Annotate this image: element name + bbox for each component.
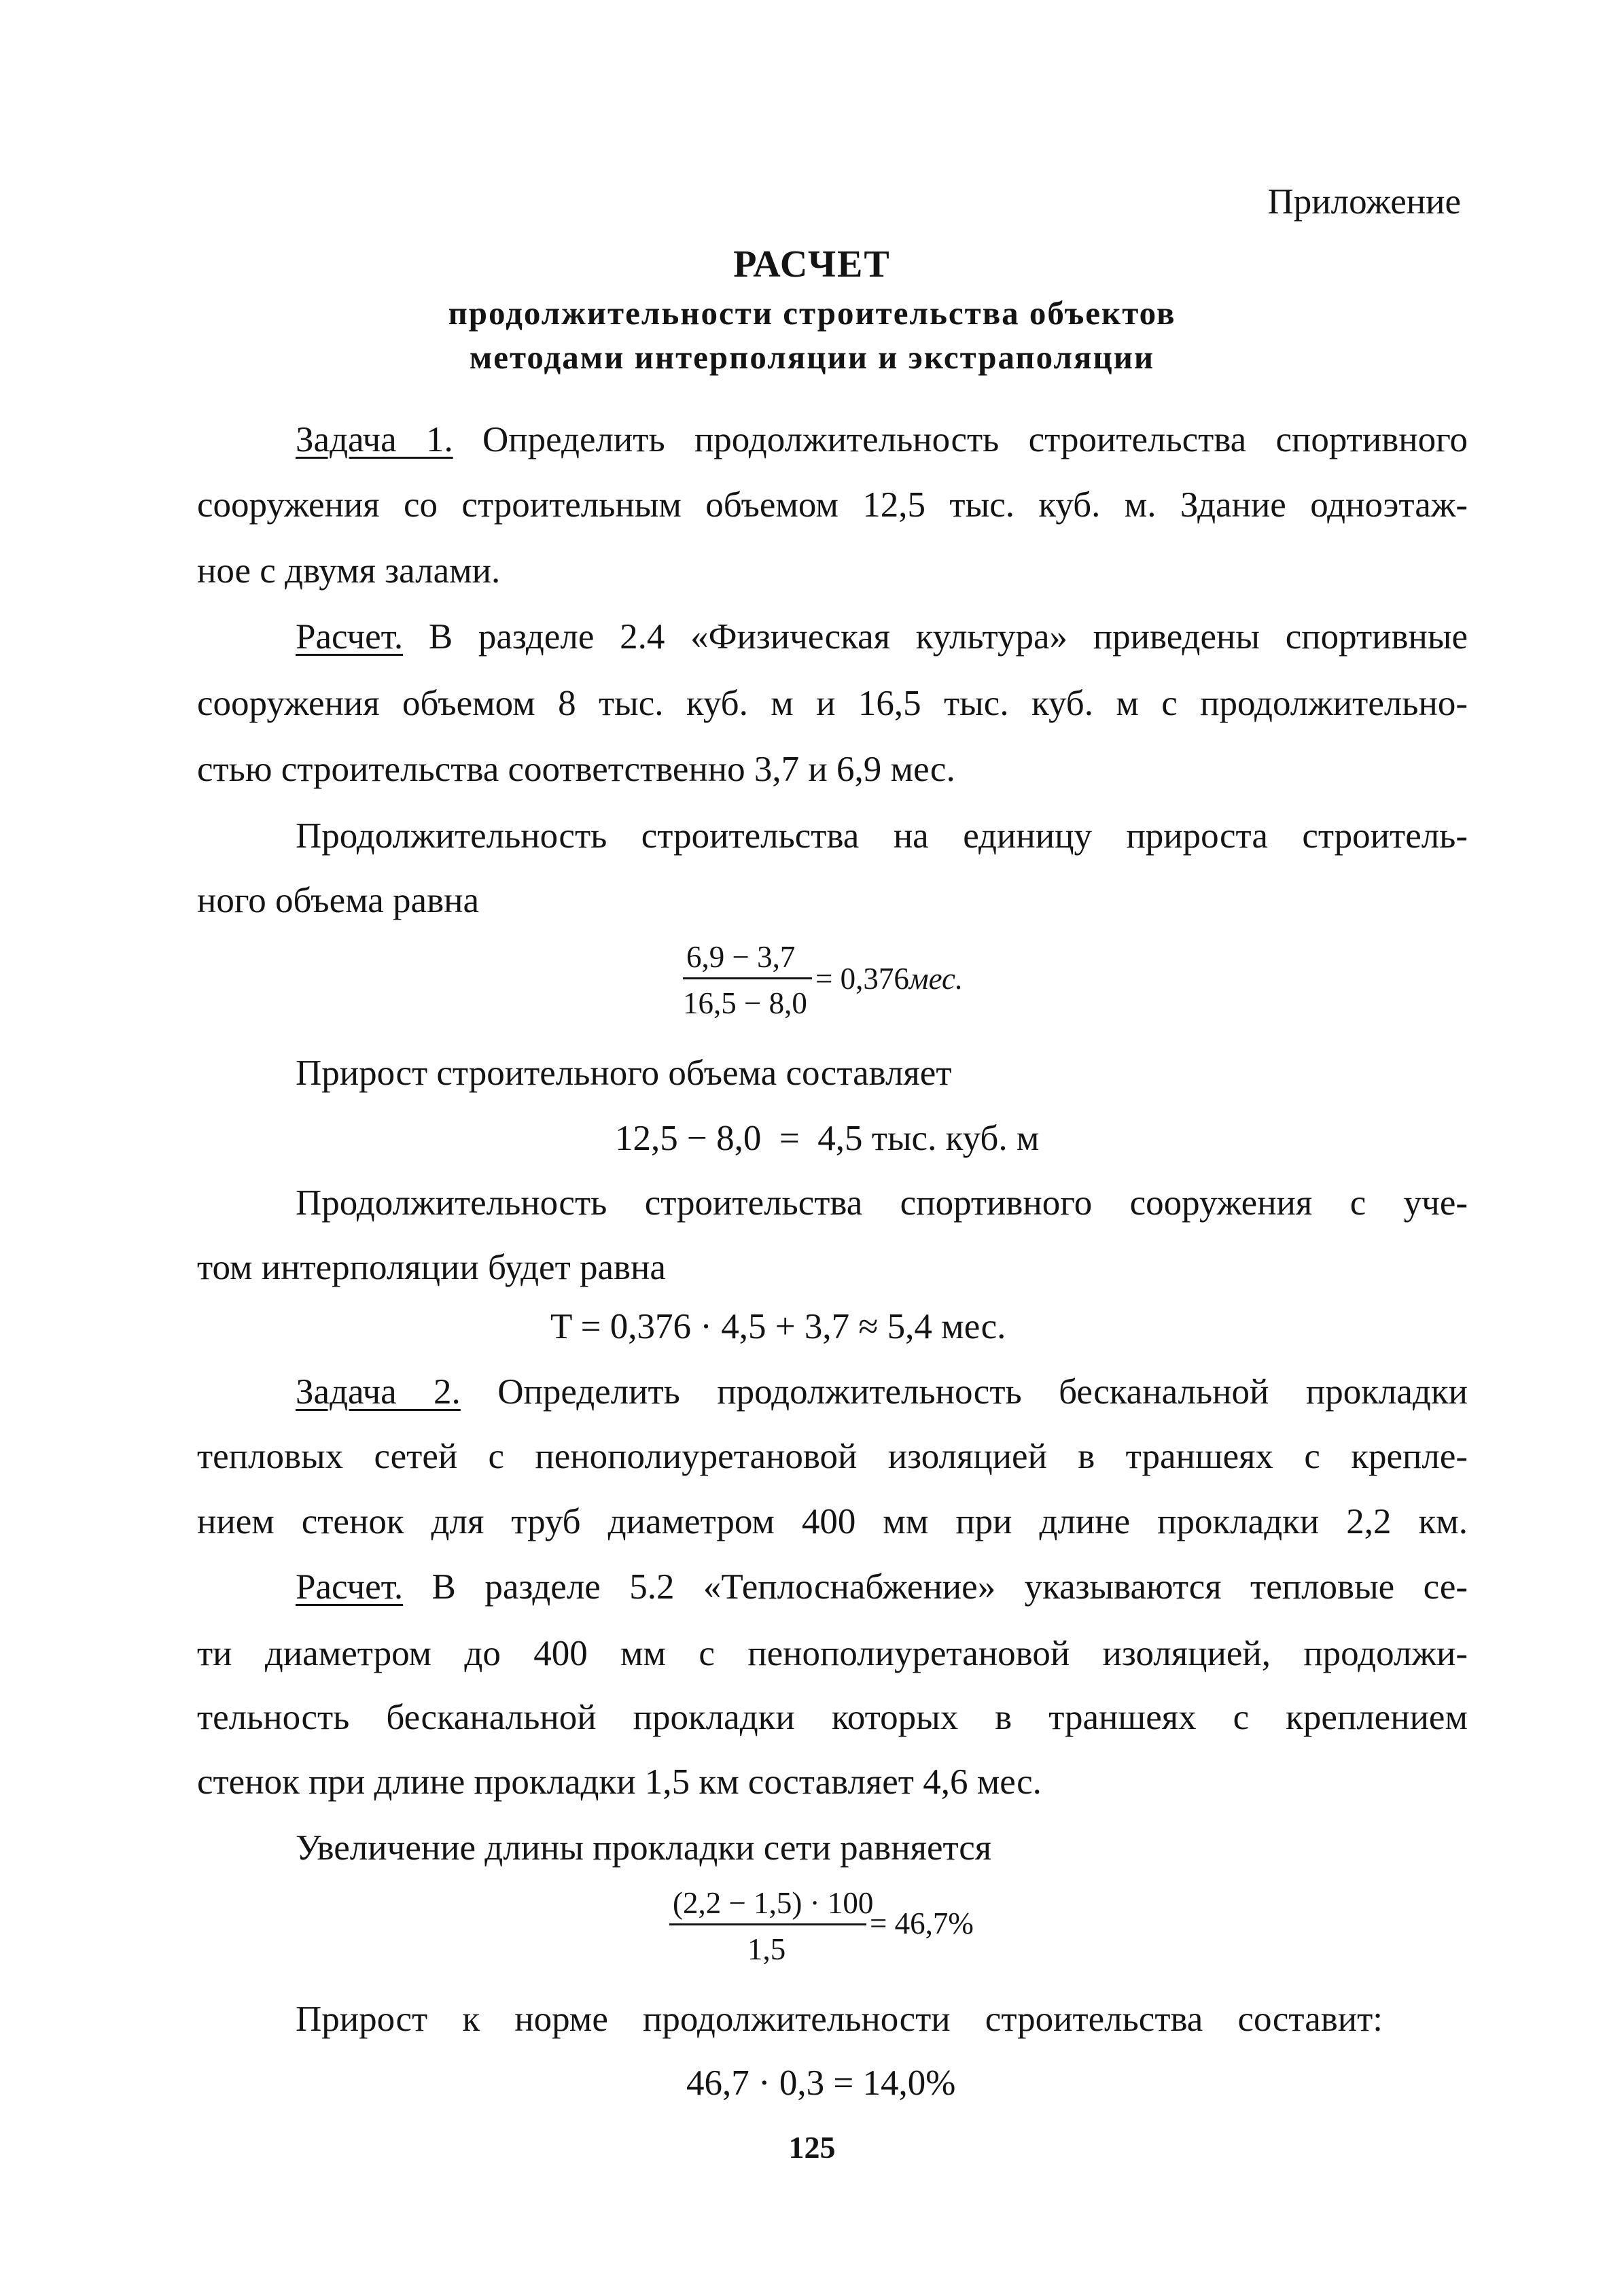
task1-calc-label: Расчет.: [296, 617, 404, 657]
task2-label: Задача 2.: [296, 1372, 461, 1412]
page-title: РАСЧЕТ: [733, 243, 891, 285]
task1-label: Задача 1.: [296, 420, 453, 459]
formula1-numerator: 6,9 − 3,7: [686, 940, 796, 974]
task1-duration-line-1: Продолжительность строительства спортивного сооружения с уче-: [296, 1183, 1468, 1223]
formula1-result-unit: мес.: [908, 962, 964, 996]
task1-unit-line-1: Продолжительность строительства на единицу прироста строитель-: [296, 816, 1468, 856]
task1-calc-line-3: стью строительства соответственно 3,7 и 6,9 мес.: [197, 750, 955, 789]
task1-text-line-3: ное с двумя залами.: [197, 551, 501, 591]
task2-text-line-3: нием стенок для труб диаметром 400 мм при длине прокладки 2,2 км.: [197, 1502, 1468, 1541]
formula5: 46,7 · 0,3 = 14,0%: [686, 2063, 956, 2103]
task2-calc-line-2: ти диаметром до 400 мм с пенополиуретановой изоляцией, продолжи-: [197, 1634, 1468, 1673]
task2-text-line-2: тепловых сетей с пенополиуретановой изоляцией в траншеях с крепле-: [197, 1437, 1468, 1476]
task1-calc-line-1: [296, 613, 1468, 661]
task2-calc-label: Расчет.: [296, 1567, 404, 1607]
formula4-result: = 46,7%: [870, 1906, 974, 1940]
page-number: 125: [788, 2130, 836, 2165]
task2-increase-line: Увеличение длины прокладки сети равняется: [296, 1828, 992, 1868]
task1-calc-text-1: В разделе 2.4 «Физическая культура» приведены спортивные: [428, 617, 1468, 657]
page-subtitle-line-2: методами интерполяции и экстраполяции: [469, 338, 1155, 376]
formula1-fraction-bar: [683, 977, 812, 979]
task1-paragraph-line-1: [296, 416, 1468, 464]
appendix-label: Приложение: [1267, 182, 1461, 222]
task1-growth-line: Прирост строительного объема составляет: [296, 1053, 952, 1093]
task1-text-line-2: сооружения со строительным объемом 12,5 тыс. куб. м. Здание одноэтаж-: [197, 485, 1468, 525]
task2-calc-text-1: В разделе 5.2 «Теплоснабжение» указываются тепловые се-: [431, 1567, 1468, 1607]
formula1-result-value: = 0,376: [815, 962, 909, 996]
task2-increment-line: Прирост к норме продолжительности строительства составит:: [296, 2000, 1383, 2039]
task2-calc-line-3: тельность бесканальной прокладки которых в траншеях с креплением: [197, 1698, 1468, 1737]
page-subtitle-line-1: продолжительности строительства объектов: [448, 294, 1176, 332]
task1-duration-line-2: том интерполяции будет равна: [197, 1248, 666, 1287]
task2-text-line-1: Определить продолжительность бесканальной прокладки: [497, 1372, 1468, 1412]
task1-calc-line-2: сооружения объемом 8 тыс. куб. м и 16,5 тыс. куб. м с продолжительно-: [197, 684, 1468, 723]
formula4-fraction-bar: [669, 1923, 866, 1925]
task1-unit-line-2: ного объема равна: [197, 881, 479, 920]
formula4-denominator: 1,5: [747, 1932, 786, 1966]
formula2: 12,5 − 8,0 = 4,5 тыс. куб. м: [615, 1119, 1040, 1158]
formula1-result: [815, 960, 963, 998]
task2-calc-line-1: [296, 1563, 1468, 1611]
formula4-numerator: (2,2 − 1,5) · 100: [673, 1886, 874, 1920]
task2-calc-line-4: стенок при длине прокладки 1,5 км составляет 4,6 мес.: [197, 1762, 1042, 1802]
task2-paragraph-line-1: [296, 1368, 1468, 1416]
formula1-denominator: 16,5 − 8,0: [683, 986, 807, 1020]
task1-text-line-1: Определить продолжительность строительства спортивного: [482, 420, 1468, 459]
formula3: T = 0,376 · 4,5 + 3,7 ≈ 5,4 мес.: [550, 1307, 1006, 1346]
